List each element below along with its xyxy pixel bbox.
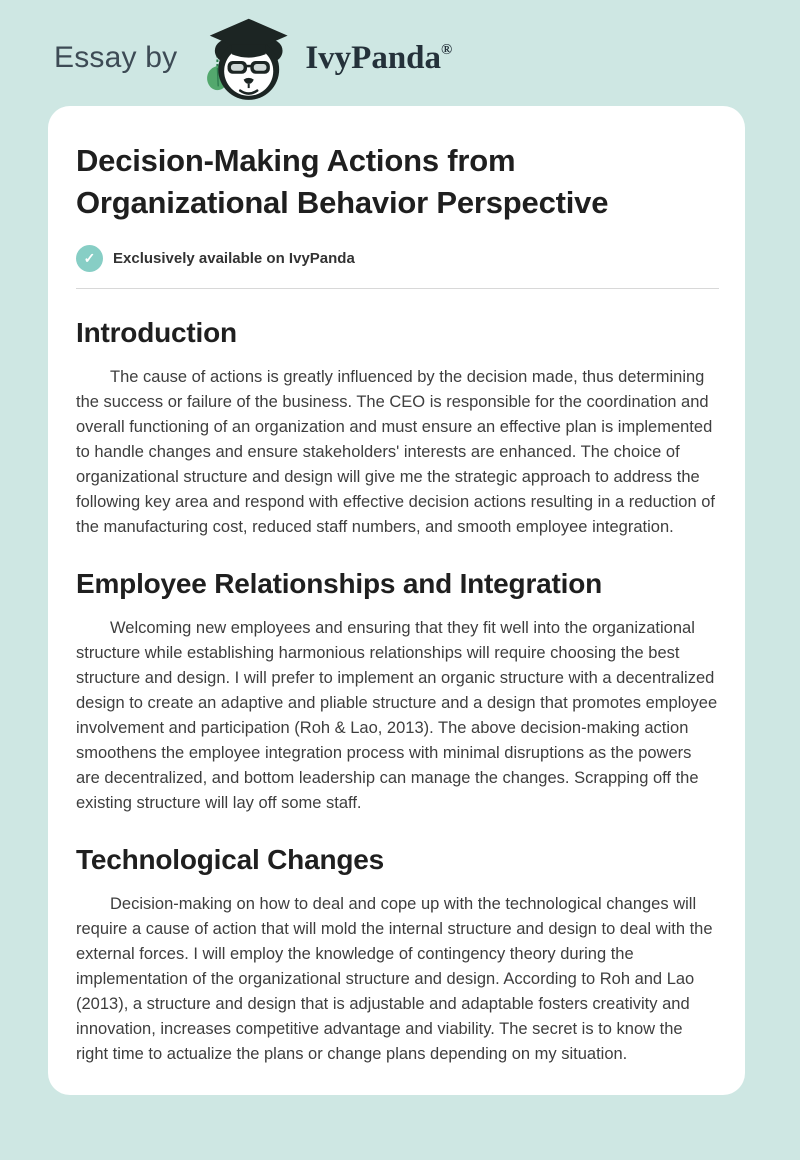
section-paragraph: The cause of actions is greatly influenced by the decision made, thus determining the success or failure of the business. The CEO is responsible for the coordination and overall functioning of an organization and must ensure an effective plan is implemented to handle changes and ensure stakeholders' interests are enhanced. The choice of organizational structure and design will give me the strategic approach to address the following key area and respond with effective decision actions resulting in a reduction of the manufacturing cost, reduced staff numbers, and smooth employee integration. bbox=[76, 368, 715, 536]
section-heading: Employee Relationships and Integration bbox=[76, 568, 603, 599]
ivypanda-panda-logo-icon bbox=[191, 17, 303, 105]
site-header bbox=[0, 0, 800, 92]
essay-by-label: Essay by bbox=[54, 41, 178, 74]
registered-mark: ® bbox=[441, 41, 453, 58]
exclusive-badge-label: Exclusively available on IvyPanda bbox=[113, 250, 355, 267]
section-technological-changes bbox=[76, 843, 719, 1067]
section-introduction bbox=[76, 316, 719, 540]
section-paragraph: Welcoming new employees and ensuring that they fit well into the organizational structure while establishing harmonious relationships will require choosing the best structure and design. I will prefer to implement an organic structure with a decentralized design to create an adaptive and pliable structure and a design that promotes employee involvement and participation (Roh & Lao, 2013). The above decision-making action smoothens the employee integration process with minimal disruptions as the powers are decentralized, and bottom leadership can manage the changes. Scrapping off the existing structure will lay off some staff. bbox=[76, 619, 718, 812]
section-heading: Technological Changes bbox=[76, 844, 384, 875]
divider bbox=[76, 288, 719, 289]
brand-name: IvyPanda bbox=[305, 39, 442, 76]
checkmark-icon: ✓ bbox=[76, 245, 103, 272]
section-paragraph: Decision-making on how to deal and cope up with the technological changes will require a cause of action that will mold the internal structure and design to deal with the external forces. I will employ the knowledge of contingency theory during the implementation of the organizational structure and design. According to Roh and Lao (2013), a structure and design that is adjustable and adaptable fosters creativity and innovation, increases competitive advantage and viability. The secret is to know the right time to actualize the plans or change plans depending on my situation. bbox=[76, 895, 713, 1063]
essay-title: Decision-Making Actions from Organizational Behavior Perspective bbox=[76, 143, 609, 220]
section-employee-relationships bbox=[76, 567, 719, 816]
essay-card bbox=[48, 106, 745, 1095]
brand-wordmark bbox=[305, 40, 452, 77]
exclusive-badge bbox=[76, 245, 719, 272]
section-heading: Introduction bbox=[76, 317, 237, 348]
